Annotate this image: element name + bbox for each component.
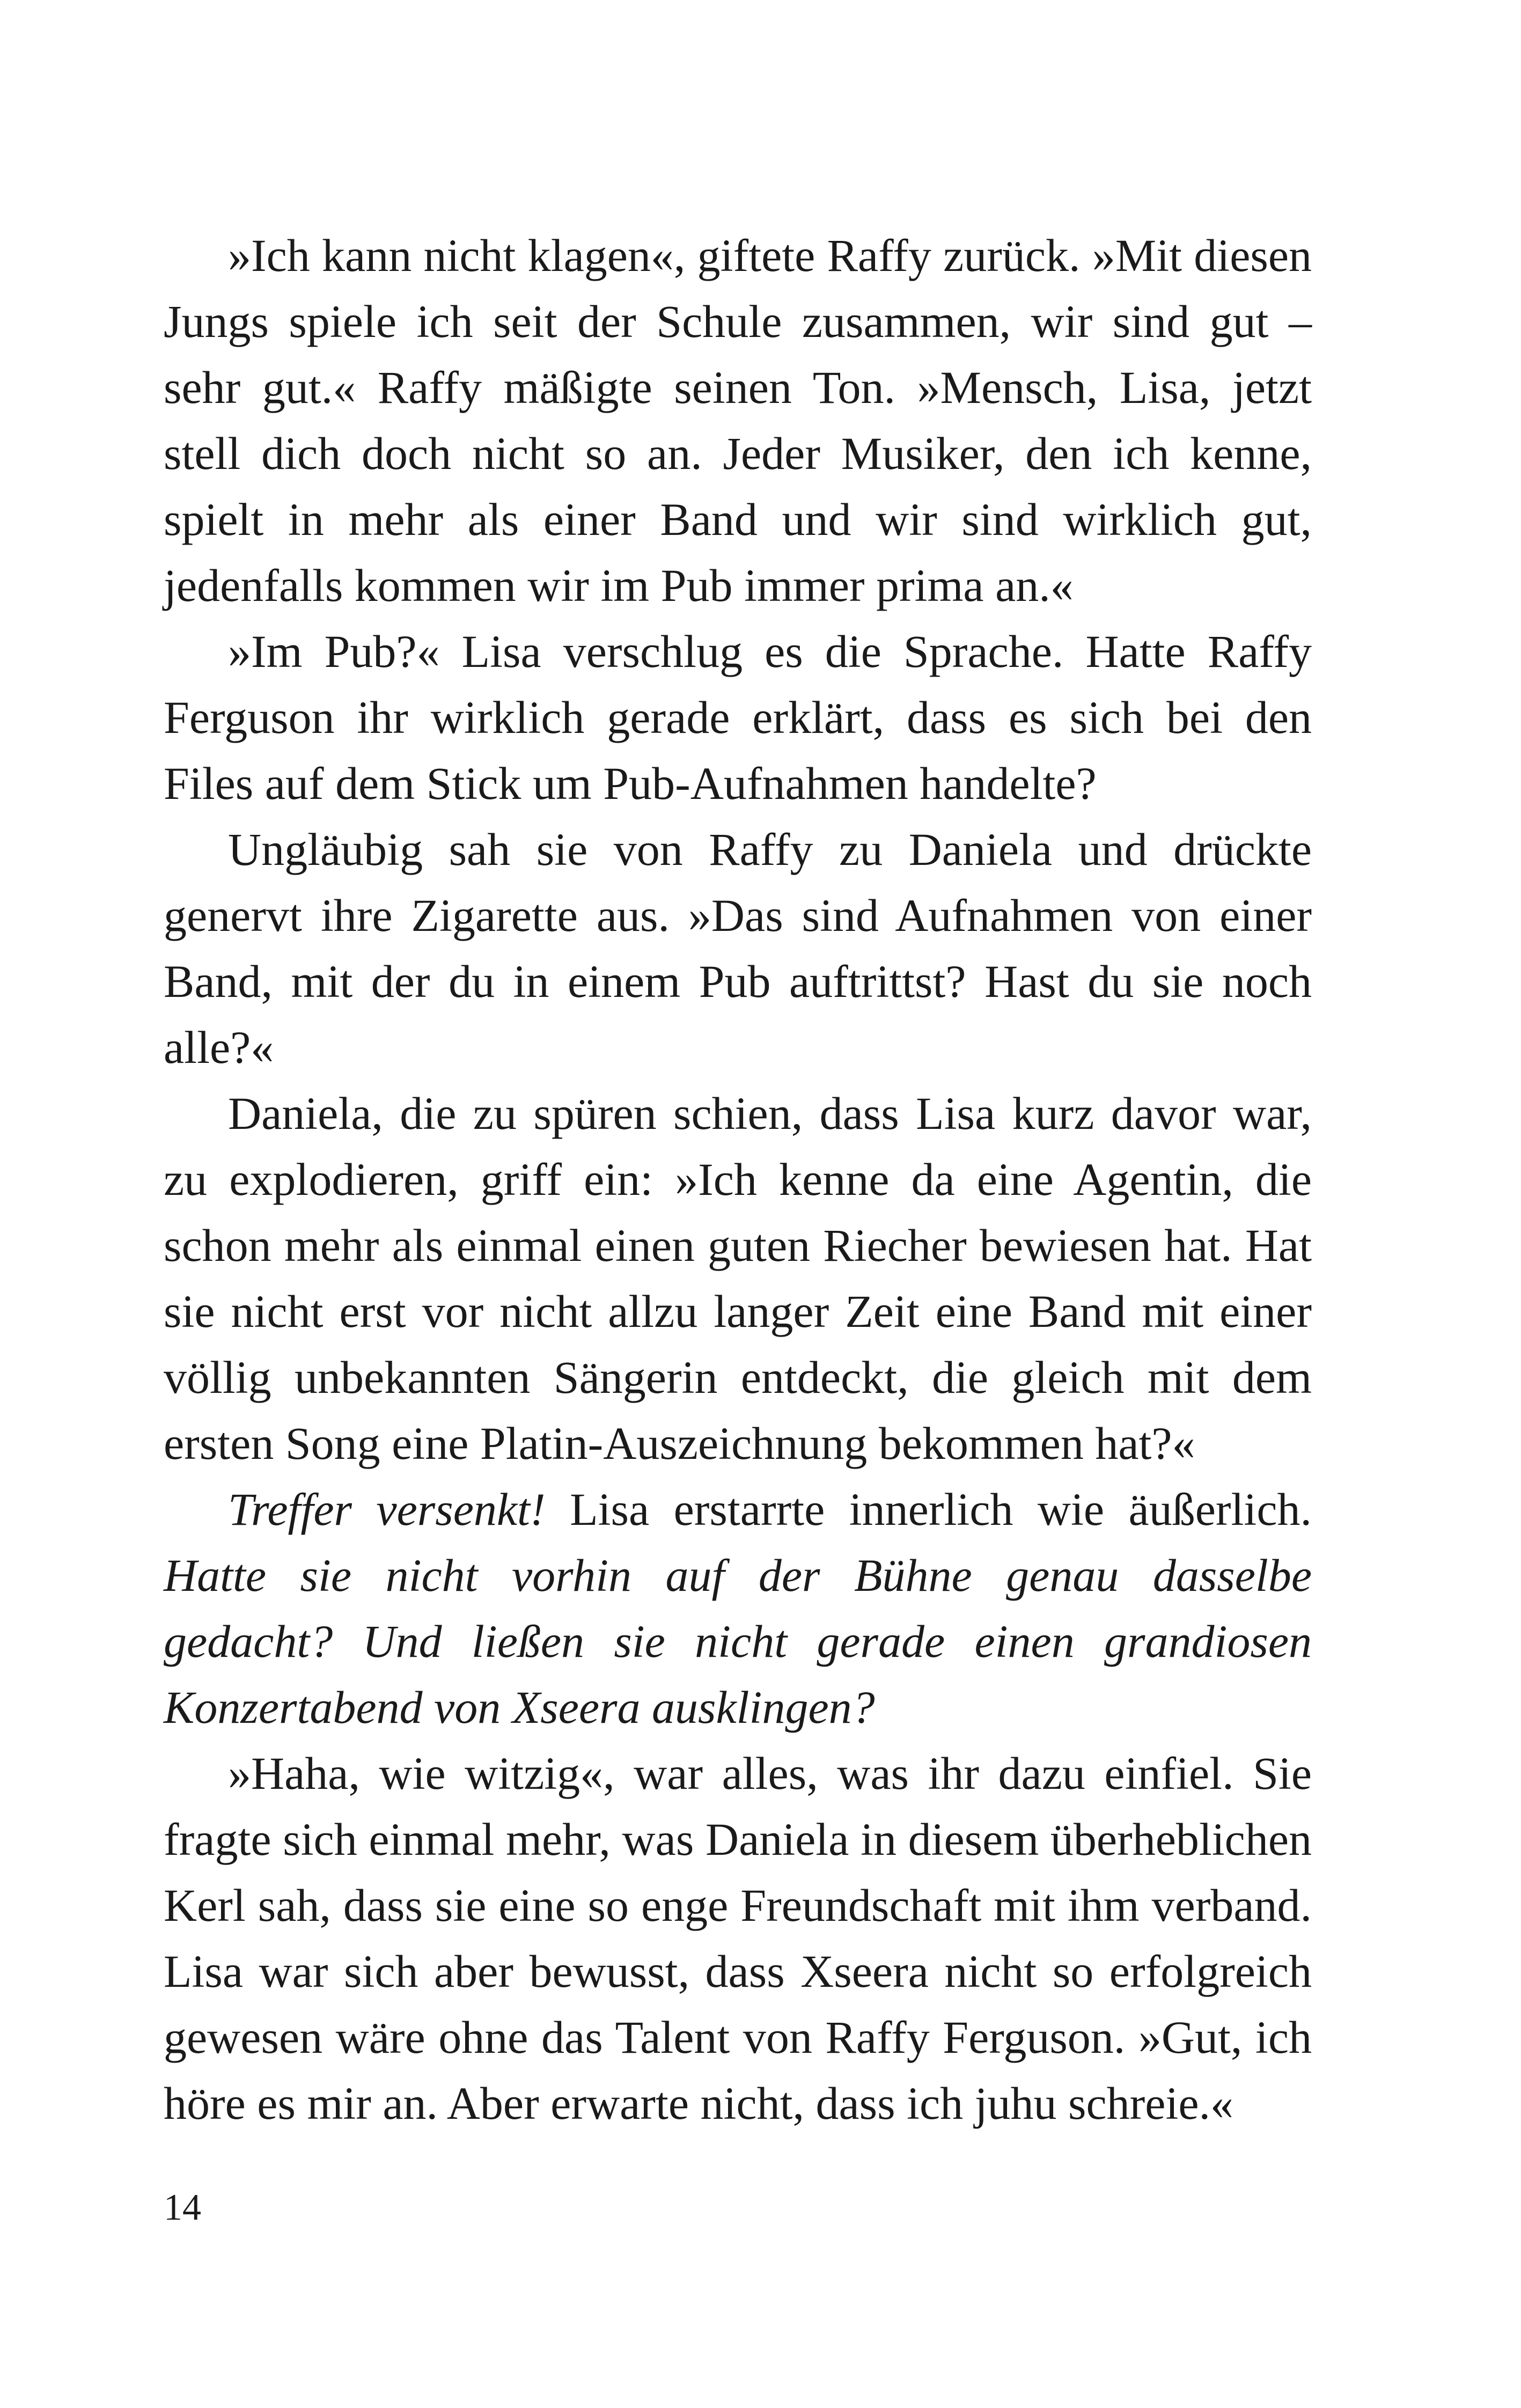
italic-exclamation: Treffer versenkt! [228,1484,546,1535]
paragraph-4: Daniela, die zu spüren schien, dass Lisa kurz davor war, zu explodieren, griff ein: »Ich kenne da eine Agentin, die schon mehr als einmal einen guten Riecher bewiesen hat. Hat sie nicht erst vor nicht allzu langer Zeit eine Band mit einer völlig unbekannten Sängerin entdeckt, die gleich mit dem ersten Song eine Platin-Auszeichnung bekommen hat?« [164,1088,1312,1469]
page-number: 14 [164,2187,201,2228]
paragraph-5-text: Lisa erstarrte innerlich wie äußerlich. [545,1484,1312,1535]
paragraph-5 [164,1477,1312,1741]
italic-thought: Hatte sie nicht vorhin auf der Bühne genau dasselbe gedacht? Und ließen sie nicht gerade einen grandiosen Konzertabend von Xseera ausklingen? [164,1550,1312,1733]
paragraph-2: »Im Pub?« Lisa verschlug es die Sprache. Hatte Raffy Ferguson ihr wirklich gerade erklärt, dass es sich bei den Files auf dem Stick um Pub-Aufnahmen handelte? [164,626,1312,809]
paragraph-3: Ungläubig sah sie von Raffy zu Daniela und drückte genervt ihre Zigarette aus. »Das sind Aufnahmen von einer Band, mit der du in einem Pub auftrittst? Hast du sie noch alle?« [164,824,1312,1073]
paragraph-1: »Ich kann nicht klagen«, giftete Raffy zurück. »Mit diesen Jungs spiele ich seit der Schule zusammen, wir sind gut – sehr gut.« Raffy mäßigte seinen Ton. »Mensch, Lisa, jetzt stell dich doch nicht so an. Jeder Musiker, den ich kenne, spielt in mehr als einer Band und wir sind wirklich gut, jedenfalls kommen wir im Pub immer prima an.« [164,230,1312,611]
paragraph-6: »Haha, wie witzig«, war alles, was ihr dazu einfiel. Sie fragte sich einmal mehr, was Daniela in diesem überheblichen Kerl sah, dass sie eine so enge Freundschaft mit ihm verband. Lisa war sich aber bewusst, dass Xseera nicht so erfolgreich gewesen wäre ohne das Talent von Raffy Ferguson. »Gut, ich höre es mir an. Aber erwarte nicht, dass ich juhu schreie.« [164,1748,1312,2129]
body-text [164,223,1312,2137]
